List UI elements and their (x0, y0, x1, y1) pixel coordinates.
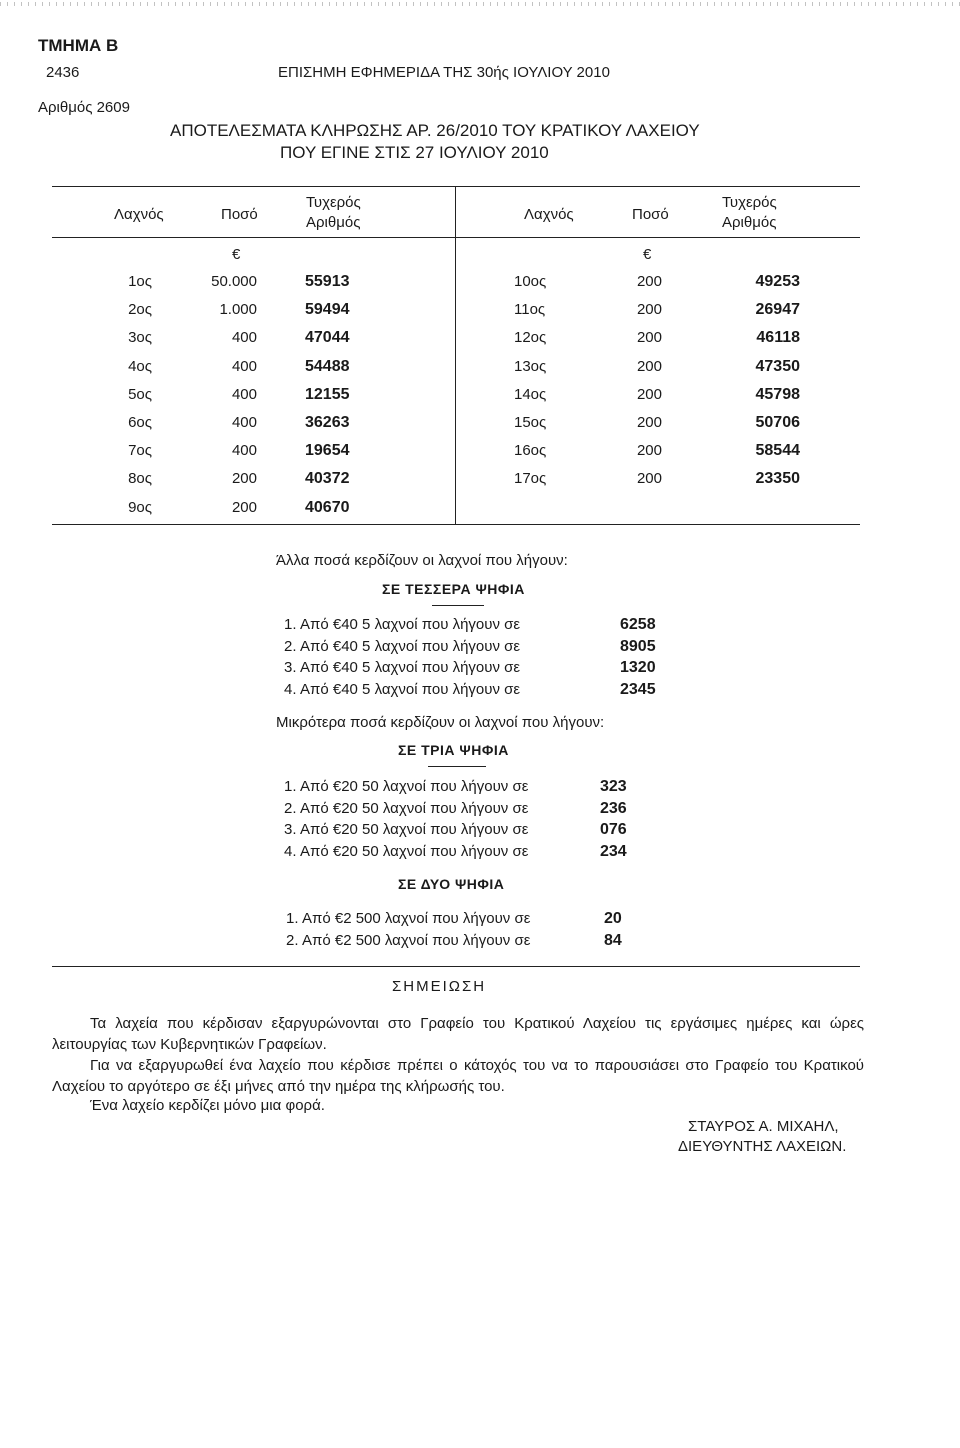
header-amount-right: Ποσό (632, 206, 669, 223)
row-amount: 200 (636, 273, 662, 290)
row-amount: 400 (231, 385, 257, 403)
item-number: 2. (284, 799, 297, 817)
row-rank: 10ος (514, 273, 547, 290)
header-amount-left: Ποσό (221, 206, 258, 223)
row-rank: 3ος (128, 329, 152, 347)
item-text: Από €40 5 λαχνοί που λήγουν σε (300, 637, 521, 655)
item-ending-digits: 84 (604, 931, 622, 949)
ending-list-item (284, 821, 627, 839)
row-lucky-number: 19654 (305, 442, 350, 460)
note-paragraph-1: Τα λαχεία που κέρδισαν εξαργυρώνονται στο Γραφείο του Κρατικού Λαχείου τις εργάσιμες ημέρες και ώρες λειτουργίας των Κυβερνητικών Γραφείων. (52, 1015, 864, 1053)
row-rank: 7ος (128, 442, 152, 460)
item-text: Από €2 500 λαχνοί που λήγουν σε (302, 931, 531, 949)
item-text: Από €40 5 λαχνοί που λήγουν σε (300, 659, 521, 676)
row-amount: 200 (636, 414, 662, 431)
table-header-rule (52, 237, 860, 238)
ending-list-item (286, 910, 622, 928)
row-lucky-number: 59494 (305, 301, 350, 319)
table-bottom-rule (52, 524, 860, 525)
row-rank: 13ος (514, 357, 547, 375)
item-ending-digits: 076 (600, 821, 627, 838)
item-text: Από €20 50 λαχνοί που λήγουν σε (300, 778, 529, 795)
item-number: 4. (284, 842, 297, 860)
item-number: 2. (284, 637, 297, 655)
item-text: Από €40 5 λαχνοί που λήγουν σε (300, 680, 521, 698)
item-ending-digits: 236 (600, 799, 627, 817)
row-amount: 400 (231, 414, 257, 431)
ending-list-item (286, 932, 622, 950)
row-amount: 50.000 (211, 273, 257, 290)
row-lucky-number: 55913 (305, 273, 350, 290)
item-ending-digits: 8905 (620, 637, 656, 655)
three-digits-heading: ΣΕ ΤΡΙΑ ΨΗΦΙΑ (398, 742, 509, 758)
row-rank: 4ος (128, 357, 152, 375)
row-lucky-number: 47350 (755, 357, 800, 375)
row-rank: 8ος (128, 470, 152, 488)
other-amounts-intro: Άλλα ποσά κερδίζουν οι λαχνοί που λήγουν: (276, 552, 568, 569)
table-top-rule (52, 186, 860, 187)
item-number: 1. (284, 616, 297, 633)
row-amount: 1.000 (219, 301, 257, 319)
item-number: 2. (286, 931, 299, 949)
item-ending-digits: 6258 (620, 616, 656, 633)
row-amount: 200 (636, 442, 662, 460)
row-rank: 2ος (128, 301, 152, 319)
item-number: 4. (284, 680, 297, 698)
row-rank: 6ος (128, 414, 152, 431)
item-text: Από €20 50 λαχνοί που λήγουν σε (300, 799, 529, 817)
item-ending-digits: 234 (600, 842, 627, 860)
row-rank: 14ος (514, 385, 547, 403)
row-rank: 5ος (128, 385, 152, 403)
header-number-left-l2: Αριθμός (306, 214, 361, 231)
smaller-amounts-intro: Μικρότερα ποσά κερδίζουν οι λαχνοί που λήγουν: (276, 714, 605, 731)
two-digits-heading: ΣΕ ΔΥΟ ΨΗΦΙΑ (398, 876, 505, 892)
row-amount: 200 (636, 470, 662, 488)
item-number: 1. (286, 910, 299, 927)
item-text: Από €20 50 λαχνοί που λήγουν σε (300, 842, 529, 860)
row-lucky-number: 12155 (305, 385, 350, 403)
four-digits-underline (432, 605, 484, 606)
three-digits-underline (428, 766, 486, 767)
row-amount: 400 (231, 329, 257, 347)
page-number: 2436 (46, 64, 80, 81)
row-amount: 200 (636, 357, 662, 375)
row-lucky-number: 40670 (305, 498, 350, 516)
header-number-right-l2: Αριθμός (722, 214, 777, 231)
row-lucky-number: 54488 (305, 357, 350, 375)
note-paragraph-3: Ένα λαχείο κερδίζει μόνο μια φορά. (90, 1097, 325, 1114)
header-lottery-left: Λαχνός (114, 206, 164, 223)
item-ending-digits: 20 (604, 910, 622, 927)
section-rule (52, 966, 860, 967)
row-lucky-number: 26947 (755, 301, 800, 319)
row-rank: 15ος (514, 414, 547, 431)
signature-title: ΔΙΕΥΘΥΝΤΗΣ ΛΑΧΕΙΩΝ. (678, 1138, 847, 1155)
table-column-divider (455, 186, 456, 524)
item-ending-digits: 323 (600, 778, 627, 795)
row-lucky-number: 49253 (755, 273, 800, 290)
ending-list-item (284, 681, 656, 699)
row-lucky-number: 46118 (756, 329, 800, 347)
scan-top-edge (0, 2, 960, 6)
row-rank: 11ος (514, 301, 546, 319)
row-lucky-number: 47044 (305, 329, 350, 347)
row-rank: 12ος (514, 329, 547, 347)
row-amount: 400 (231, 357, 257, 375)
results-title: ΑΠΟΤΕΛΕΣΜΑΤΑ ΚΛΗΡΩΣΗΣ ΑΡ. 26/2010 ΤΟΥ ΚΡΑΤΙΚΟΥ ΛΑΧΕΙΟΥ (170, 121, 700, 140)
row-amount: 200 (636, 385, 662, 403)
row-lucky-number: 40372 (305, 470, 350, 488)
item-number: 1. (284, 778, 297, 795)
row-rank: 9ος (128, 498, 152, 516)
row-lucky-number: 36263 (305, 414, 350, 431)
ending-list-item (284, 843, 627, 861)
row-amount: 400 (231, 442, 257, 460)
item-text: Από €20 50 λαχνοί που λήγουν σε (300, 821, 529, 838)
row-lucky-number: 45798 (755, 385, 800, 403)
header-number-left-l1: Τυχερός (306, 194, 361, 211)
currency-right: € (643, 246, 652, 263)
row-amount: 200 (636, 329, 662, 347)
issue-number: Αριθμός 2609 (38, 99, 130, 116)
signature-name: ΣΤΑΥΡΟΣ Α. ΜΙΧΑΗΛ, (688, 1118, 839, 1135)
header-number-right-l1: Τυχερός (722, 194, 777, 211)
section-label: ΤΜΗΜΑ Β (38, 36, 119, 55)
row-amount: 200 (636, 301, 662, 319)
ending-list-item (284, 778, 627, 796)
gazette-title: ΕΠΙΣΗΜΗ ΕΦΗΜΕΡΙΔΑ ΤΗΣ 30ής ΙΟΥΛΙΟΥ 2010 (278, 64, 610, 81)
row-rank: 1ος (128, 273, 152, 290)
row-lucky-number: 50706 (755, 414, 800, 431)
ending-list-item (284, 616, 656, 634)
item-text: Από €2 500 λαχνοί που λήγουν σε (302, 910, 531, 927)
header-lottery-right: Λαχνός (524, 206, 574, 223)
item-text: Από €40 5 λαχνοί που λήγουν σε (300, 616, 521, 633)
item-ending-digits: 1320 (620, 659, 656, 676)
currency-left: € (232, 246, 241, 263)
ending-list-item (284, 638, 656, 656)
row-rank: 17ος (514, 470, 547, 488)
results-subtitle: ΠΟΥ ΕΓΙΝΕ ΣΤΙΣ 27 ΙΟΥΛΙΟΥ 2010 (280, 143, 549, 162)
note-paragraph-2: Για να εξαργυρωθεί ένα λαχείο που κέρδισε πρέπει ο κάτοχός του να το παρουσιάσει στο Γραφείο του Κρατικού Λαχείου το αργότερο σε έξι μήνες από την ημέρα της κλήρωσής του. (52, 1057, 864, 1095)
note-heading: ΣΗΜΕΙΩΣΗ (392, 978, 487, 995)
item-number: 3. (284, 659, 297, 676)
four-digits-heading: ΣΕ ΤΕΣΣΕΡΑ ΨΗΦΙΑ (382, 581, 525, 597)
row-lucky-number: 58544 (755, 442, 800, 460)
ending-list-item (284, 800, 627, 818)
row-amount: 200 (231, 470, 257, 488)
row-amount: 200 (231, 498, 257, 516)
item-ending-digits: 2345 (620, 680, 656, 698)
row-lucky-number: 23350 (755, 470, 800, 488)
ending-list-item (284, 659, 656, 677)
item-number: 3. (284, 821, 297, 838)
row-rank: 16ος (514, 442, 547, 460)
